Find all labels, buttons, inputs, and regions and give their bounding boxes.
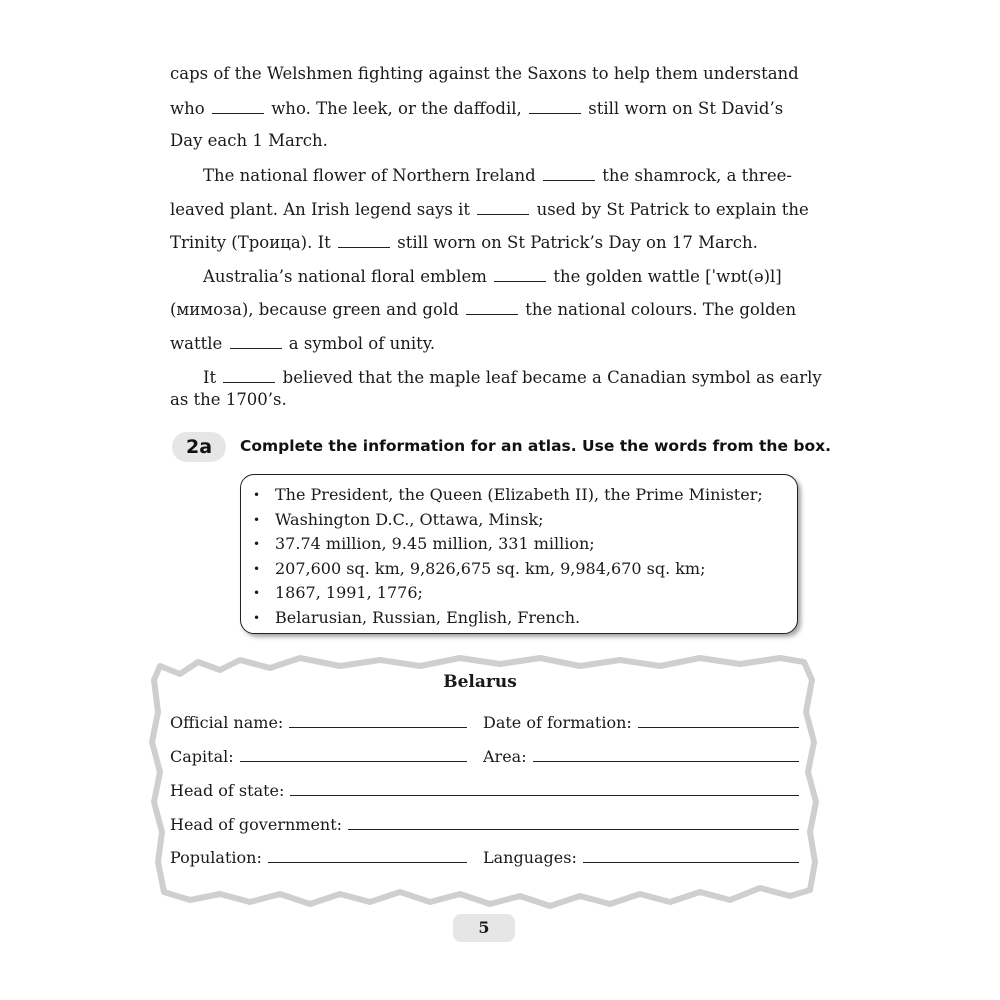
answer-line[interactable] xyxy=(268,861,467,863)
answer-blank[interactable] xyxy=(223,367,275,383)
answer-line[interactable] xyxy=(348,828,799,830)
card-title: Belarus xyxy=(443,672,517,692)
text-span: It xyxy=(203,367,217,387)
word-box-item xyxy=(253,581,797,606)
text-span: who. The leek, or the daffodil, xyxy=(271,98,522,118)
text-line xyxy=(170,299,796,319)
text-line xyxy=(170,165,792,185)
atlas-card xyxy=(140,652,820,912)
text-line xyxy=(170,367,822,387)
answer-blank[interactable] xyxy=(543,165,595,181)
text-span: who xyxy=(170,98,205,118)
population-field[interactable] xyxy=(170,845,467,867)
bullet-icon: • xyxy=(253,610,261,625)
answer-blank[interactable] xyxy=(477,199,529,215)
population-label: Population: xyxy=(170,848,262,867)
date-of-formation-label: Date of formation: xyxy=(483,713,632,732)
head-of-government-label: Head of government: xyxy=(170,815,343,834)
text-span: a symbol of unity. xyxy=(288,333,436,353)
answer-blank[interactable] xyxy=(494,266,546,282)
text-span: still worn on St David’s xyxy=(588,98,784,118)
text-line xyxy=(170,390,287,409)
answer-line[interactable] xyxy=(290,794,799,796)
official-name-field[interactable] xyxy=(170,710,467,732)
word-box-item xyxy=(253,508,797,533)
answer-line[interactable] xyxy=(289,726,467,728)
text-line xyxy=(170,131,328,150)
bullet-icon: • xyxy=(253,586,261,601)
word-box-item xyxy=(253,557,797,582)
word-box-text: 1867, 1991, 1776; xyxy=(275,583,423,602)
text-span: the national colours. The golden xyxy=(525,299,797,319)
capital-label: Capital: xyxy=(170,747,234,766)
text-span: leaved plant. An Irish legend says it xyxy=(170,199,471,219)
answer-line[interactable] xyxy=(533,760,799,762)
text-span: (мимоза), because green and gold xyxy=(170,299,459,319)
languages-field[interactable] xyxy=(483,845,799,867)
word-box-text: 207,600 sq. km, 9,826,675 sq. km, 9,984,670 sq. km; xyxy=(275,558,706,578)
answer-line[interactable] xyxy=(583,861,799,863)
word-list xyxy=(241,475,797,630)
text-span: as the 1700’s. xyxy=(170,390,287,409)
bullet-icon: • xyxy=(253,488,261,503)
text-span: caps of the Welshmen fighting against the Saxons to help them understand xyxy=(170,64,799,83)
task-instruction: Complete the information for an atlas. Use the words from the box. xyxy=(240,437,832,455)
head-of-state-field[interactable] xyxy=(170,778,799,800)
text-line xyxy=(170,64,799,83)
text-span: used by St Patrick to explain the xyxy=(536,199,809,219)
text-span: The national flower of Northern Ireland xyxy=(203,165,536,185)
text-span: Trinity (Троица). It xyxy=(170,232,331,252)
word-box-item xyxy=(253,606,797,631)
answer-blank[interactable] xyxy=(529,98,581,114)
text-line xyxy=(170,199,809,219)
text-span: still worn on St Patrick’s Day on 17 March. xyxy=(397,232,758,252)
answer-blank[interactable] xyxy=(338,232,390,248)
answer-line[interactable] xyxy=(240,760,467,762)
answer-line[interactable] xyxy=(638,726,799,728)
capital-field[interactable] xyxy=(170,744,467,766)
answer-blank[interactable] xyxy=(230,333,282,349)
head-of-government-field[interactable] xyxy=(170,812,799,834)
text-line xyxy=(170,333,435,353)
text-span: the shamrock, a three- xyxy=(602,165,792,185)
word-box-item xyxy=(253,532,797,557)
answer-blank[interactable] xyxy=(466,299,518,315)
word-box-text: Washington D.C., Ottawa, Minsk; xyxy=(275,509,544,529)
text-line xyxy=(170,232,758,252)
text-span: Australia’s national floral emblem xyxy=(203,266,487,286)
text-span: wattle xyxy=(170,333,223,353)
area-field[interactable] xyxy=(483,744,799,766)
date-of-formation-field[interactable] xyxy=(483,710,799,732)
word-box-text: Belarusian, Russian, English, French. xyxy=(275,607,581,627)
text-line xyxy=(170,98,783,118)
answer-blank[interactable] xyxy=(212,98,264,114)
task-number-badge: 2a xyxy=(172,432,226,462)
languages-label: Languages: xyxy=(483,848,577,867)
bullet-icon: • xyxy=(253,537,261,552)
text-line xyxy=(170,266,782,286)
text-span: the golden wattle [ˈwɒt(ə)l] xyxy=(553,266,782,286)
area-label: Area: xyxy=(483,747,527,766)
bullet-icon: • xyxy=(253,512,261,527)
page-number: 5 xyxy=(453,914,515,942)
text-span: believed that the maple leaf became a Canadian symbol as early xyxy=(282,367,822,387)
word-box-text: The President, the Queen (Elizabeth II), the Prime Minister; xyxy=(275,485,763,504)
word-box-item xyxy=(253,483,797,508)
head-of-state-label: Head of state: xyxy=(170,781,285,800)
official-name-label: Official name: xyxy=(170,713,284,732)
text-span: Day each 1 March. xyxy=(170,131,328,150)
word-box xyxy=(240,474,798,634)
bullet-icon: • xyxy=(253,561,261,576)
word-box-text: 37.74 million, 9.45 million, 331 million; xyxy=(275,534,595,553)
